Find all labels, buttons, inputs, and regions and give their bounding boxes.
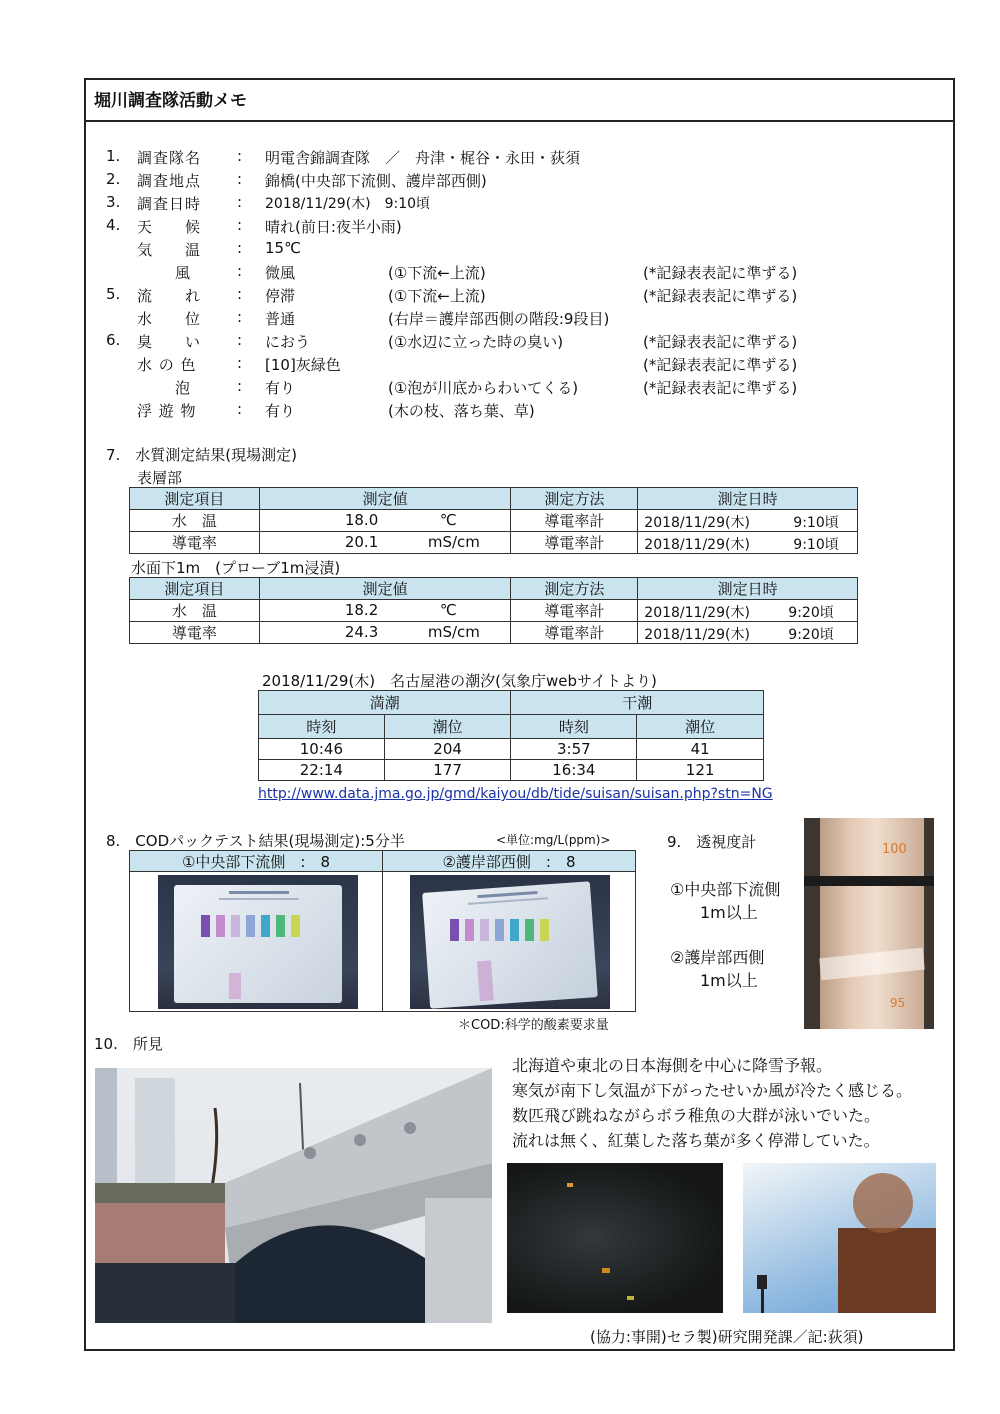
page-title: 堀川調査隊活動メモ — [94, 91, 247, 111]
depth-label: 水面下1m (プローブ1m浸漬) — [131, 559, 341, 577]
tide-table: 満潮 干潮 時刻 潮位 時刻 潮位 10:46 204 3:57 41 22:14 177 16:34 121 — [258, 690, 764, 781]
foliage-photo — [743, 1163, 936, 1313]
cod-color-chip — [231, 915, 240, 937]
cod-color-chip — [525, 919, 534, 941]
cod-photo-right — [410, 875, 610, 1009]
transparency-tube-photo — [804, 818, 934, 1029]
transparency-a-value: 1m以上 — [700, 903, 758, 922]
cod-color-chip — [246, 915, 255, 937]
tube-mark-bottom: 95 — [890, 996, 906, 1010]
cod-footnote: ＊COD:科学的酸素要求量 — [458, 1018, 609, 1033]
tube-mark-top: 100 — [882, 842, 907, 857]
table-row: 導電率 24.3 mS/cm 導電率計 2018/11/29(木) 9:20頃 — [130, 622, 858, 644]
table-row: 水 温 18.0 ℃ 導電率計 2018/11/29(木) 9:10頃 — [130, 510, 858, 532]
surface-label: 表層部 — [137, 469, 183, 487]
section9-heading: 9. 透視度計 — [667, 833, 757, 851]
cod-color-chip — [540, 919, 549, 941]
cod-color-chip — [216, 915, 225, 937]
surface-table: 測定項目 測定値 測定方法 測定日時 水 温 18.0 ℃ 導電率計 2018/11/29(木) 9:10頃 導電率 20.1 mS/cm 導電率計 2018/11/29(木) 9:10頃 — [129, 487, 858, 554]
table-row: 22:14 177 16:34 121 — [259, 760, 764, 781]
section10-heading: 10. 所見 — [94, 1035, 163, 1053]
transparency-a-label: ①中央部下流側 — [670, 880, 781, 899]
table-row: 水 温 18.2 ℃ 導電率計 2018/11/29(木) 9:20頃 — [130, 600, 858, 622]
cod-color-chip — [465, 919, 474, 941]
cod-color-chip — [450, 919, 459, 941]
cod-color-chip — [276, 915, 285, 937]
cod-right-label: ②護岸部西側 : 8 — [383, 851, 635, 872]
tide-title: 2018/11/29(木) 名古屋港の潮汐(気象庁webサイトより) — [262, 672, 657, 690]
transparency-b-value: 1m以上 — [700, 971, 758, 990]
section7-heading: 7. 水質測定結果(現場測定) — [106, 446, 298, 464]
credit: (協力:事開)セラ製)研究開発課／記:荻須) — [590, 1328, 864, 1346]
table-row: 10:46 204 3:57 41 — [259, 739, 764, 760]
cod-color-chip — [480, 919, 489, 941]
cod-color-chip — [495, 919, 504, 941]
section8-heading: 8. CODパックテスト結果(現場測定):5分半 — [106, 832, 405, 850]
table-row: 導電率 20.1 mS/cm 導電率計 2018/11/29(木) 9:10頃 — [130, 532, 858, 554]
cod-color-chip — [291, 915, 300, 937]
transparency-tube — [820, 818, 924, 1029]
transparency-b-label: ②護岸部西側 — [670, 948, 765, 967]
depth-table: 測定項目 測定値 測定方法 測定日時 水 温 18.2 ℃ 導電率計 2018/11/29(木) 9:20頃 導電率 24.3 mS/cm 導電率計 2018/11/29(木) 9:20頃 — [129, 577, 858, 644]
bridge-photo — [95, 1068, 492, 1323]
cod-test-card — [422, 881, 598, 1008]
cod-color-chip — [201, 915, 210, 937]
bridge-illustration — [95, 1068, 492, 1323]
cod-unit: <単位:mg/L(ppm)> — [496, 833, 611, 847]
cod-color-chip — [261, 915, 270, 937]
cod-left-label: ①中央部下流側 : 8 — [130, 851, 383, 872]
tide-source-link[interactable]: http://www.data.jma.go.jp/gmd/kaiyou/db/tide/suisan/suisan.php?stn=NG — [258, 786, 773, 802]
cod-color-chip — [510, 919, 519, 941]
water-photo — [507, 1163, 723, 1313]
cod-photo-left — [158, 875, 358, 1009]
cod-test-card — [174, 885, 342, 1003]
